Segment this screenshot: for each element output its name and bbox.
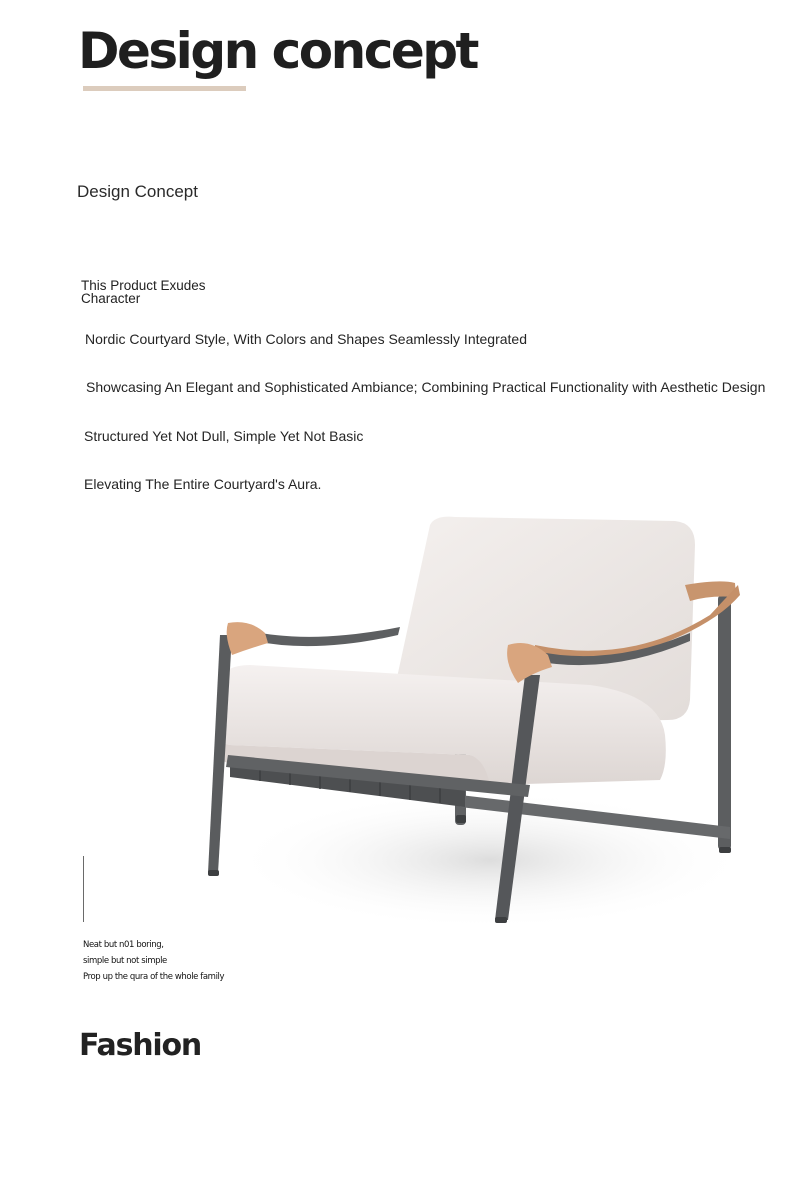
caption-line-2: simple but not simple <box>83 956 167 966</box>
caption-divider <box>83 856 84 922</box>
fashion-heading: Fashion <box>79 1028 202 1063</box>
description-line-1: Nordic Courtyard Style, With Colors and Shapes Seamlessly Integrated <box>85 331 527 347</box>
page-title: Design concept <box>78 22 477 80</box>
product-label: This Product Exudes Character <box>81 278 206 306</box>
description-line-3: Structured Yet Not Dull, Simple Yet Not Basic <box>84 428 364 444</box>
title-underline <box>83 86 246 91</box>
caption-line-1: Neat but n01 boring, <box>83 940 164 950</box>
chair-image <box>190 505 770 975</box>
caption-block <box>83 937 224 985</box>
description-line-2: Showcasing An Elegant and Sophisticated Ambiance; Combining Practical Functionality with Aesthetic Design <box>86 379 766 395</box>
section-subtitle: Design Concept <box>77 182 198 201</box>
caption-line-3: Prop up the qura of the whole family <box>83 972 225 982</box>
description-line-4: Elevating The Entire Courtyard's Aura. <box>84 476 322 492</box>
